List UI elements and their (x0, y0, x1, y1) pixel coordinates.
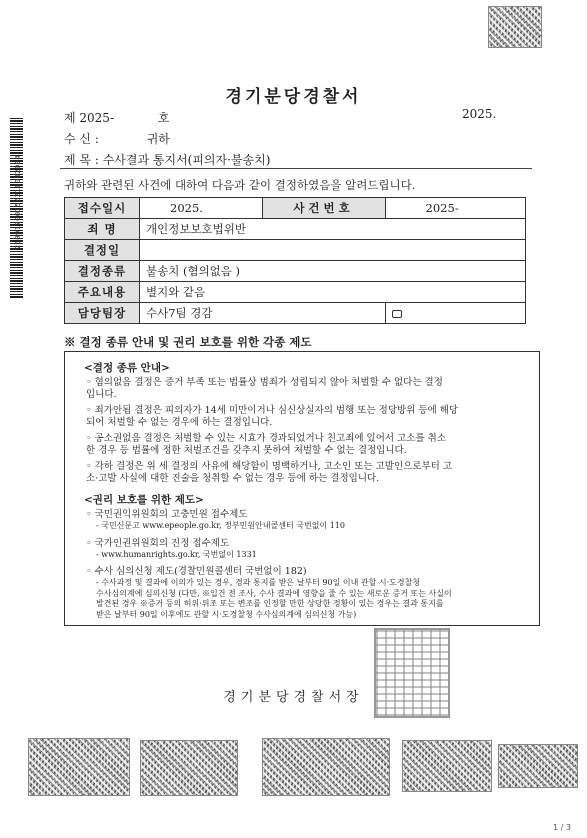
guide-line: 입니다. (86, 389, 117, 400)
charge-label: 죄 명 (65, 219, 140, 240)
doc-number (64, 109, 169, 126)
guide-line: ◦ 공소권없음 결정은 처벌할 수 있는 시효가 경과되었거나 친고죄에 있어서 고소를 취소 (86, 433, 447, 444)
table-row (65, 261, 526, 282)
barcode-number: 25091700156210002004 (14, 154, 22, 250)
appeal-line: 받은 날부터 90일 이후에도 관할 시·도경찰청 수사심의계에 심의신청 가능) (96, 609, 357, 619)
guide-line: ◦ 혐의없음 결정은 증거 부족 또는 법률상 범죄가 성립되지 않아 처벌할 수 없다는 결정 (86, 377, 443, 388)
recipient: 귀하 (146, 132, 170, 146)
receipt-date-label: 접수일시 (65, 198, 140, 219)
subject-label: 제 목 : (64, 153, 99, 167)
appeal-line: 발견된 경우 ※증거 등의 허위·위조 또는 변조를 인정할 만한 상당한 정황이 있는 경우는 결과 통지를 (96, 599, 444, 608)
case-number: 2025- (385, 198, 525, 219)
doc-number-prefix: 제 2025- (64, 111, 115, 125)
rights-item-detail: - 국민신문고 www.epeople.go.kr, 정부민원안내콜센터 국번없이 110 (96, 521, 345, 530)
table-row (65, 282, 526, 303)
case-number-label: 사건번호 (262, 198, 385, 219)
header-divider (60, 168, 532, 169)
guide-line: 소·고발 사실에 대한 진술을 청취할 수 없는 경우 등에 하는 결정입니다. (86, 473, 380, 484)
rights-guide-heading: <권리 보호를 위한 제도> (84, 494, 204, 506)
appeal-line: 수사심의계에 심의신청 (다만, ※입건 전 조사, 수사 결과에 영향을 줄 수 있는 새로운 증거 또는 사실이 (96, 588, 452, 598)
appeal-title: ◦ 수사 심의신청 제도(경찰민원콜센터 국번없이 182) (86, 566, 307, 577)
issuer-signature: 경기분당경찰서장 (223, 690, 364, 705)
phone-cell (385, 303, 525, 324)
main-content-label: 주요내용 (65, 282, 140, 303)
document-title: 경기분당경찰서 (225, 87, 362, 107)
notice-title: ※ 결정 종류 안내 및 권리 보호를 위한 각종 제도 (64, 335, 312, 349)
case-info-table (64, 197, 526, 324)
corner-code-image (488, 6, 542, 48)
footer-code-image-3 (262, 738, 390, 796)
footer-code-image-1 (28, 738, 130, 796)
doc-number-suffix: 호 (157, 111, 170, 125)
decision-type-label: 결정종류 (65, 261, 140, 282)
table-row (65, 219, 526, 240)
officer-label: 담당팀장 (65, 303, 140, 324)
officer: 수사7팀 경감 (140, 303, 386, 324)
decision-guide-heading: <결정 종류 안내> (84, 362, 170, 374)
guide-line: ◦ 죄가안됨 결정은 피의자가 14세 미만이거나 심신상실자의 범행 또는 정당방위 등에 해당 (86, 405, 459, 416)
rights-item-title: ◦ 국가인권위원회의 진정 접수제도 (86, 538, 230, 549)
phone-icon (392, 310, 402, 318)
rights-item-detail: - www.humanrights.go.kr, 국번없이 1331 (96, 550, 257, 559)
main-content: 별지와 같음 (140, 282, 526, 303)
page-number: 1 / 3 (553, 823, 571, 832)
decision-date (140, 240, 526, 261)
doc-date: 2025. (462, 107, 497, 121)
intro-text: 귀하와 관련된 사건에 대하여 다음과 같이 결정하였음을 알려드립니다. (64, 178, 416, 192)
table-row (65, 198, 526, 219)
table-row (65, 303, 526, 324)
footer-code-image-2 (140, 740, 238, 796)
decision-date-label: 결정일 (65, 240, 140, 261)
footer-code-image-5 (498, 744, 578, 788)
table-row (65, 240, 526, 261)
appeal-line: - 수사과정 및 결과에 이의가 있는 경우, 경과 통지를 받은 날부터 90일 이내 관할 시·도경찰청 (96, 578, 421, 587)
receipt-date: 2025. (140, 198, 263, 219)
recipient-row (64, 130, 170, 147)
recipient-label: 수 신 : (64, 132, 99, 146)
guide-line: 한 경우 등 법률에 정한 처벌조건을 갖추지 못하여 처벌할 수 없는 결정입니다. (86, 445, 407, 456)
rights-item-title: ◦ 국민권익위원회의 고충민원 접수제도 (86, 509, 248, 520)
footer-code-image-4 (402, 740, 492, 792)
charge: 개인정보보호법위반 (140, 219, 526, 240)
guide-line: ◦ 각하 결정은 위 세 결정의 사유에 해당함이 명백하거나, 고소인 또는 고발인으로부터 고 (86, 461, 453, 472)
subject-row (64, 151, 270, 168)
subject: 수사결과 통지서(피의자·불송치) (102, 153, 271, 167)
guide-line: 되어 처벌할 수 없는 경우에 하는 결정입니다. (86, 417, 273, 428)
decision-type: 불송치 (혐의없음 ) (140, 261, 526, 282)
